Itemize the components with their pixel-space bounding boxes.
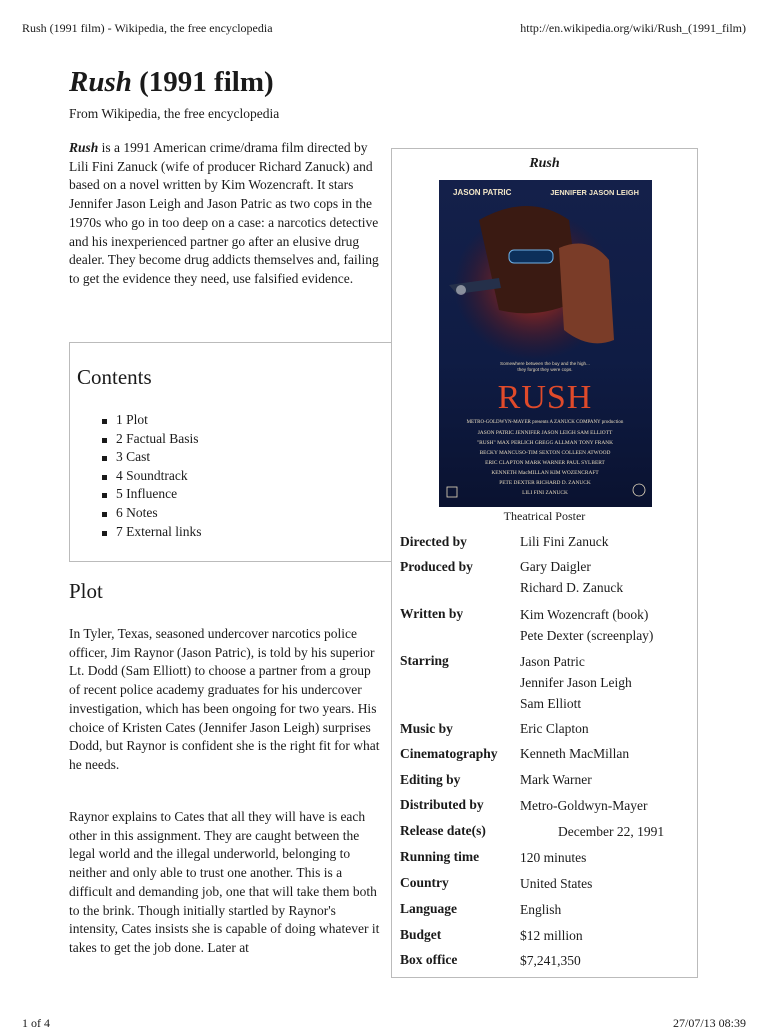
article-subtitle: From Wikipedia, the free encyclopedia [69,106,280,121]
plot-paragraph-2: Raynor explains to Cates that all they will have is each other in this assignment. They are caught between the legal world and the illegal underworld, belonging to neither and only able to trust one another. This is a difficult and demanding job, one that will take them both to the brink. Though initially startled by Raynor's intensity, Cates insists she is capable of doing whatever it takes to get the job done. Later at [69,809,380,955]
infobox-label-produced-by: Produced by [400,559,473,574]
infobox-value-language[interactable]: English [520,902,562,917]
poster-credit-2: JASON PATRIC JENNIFER JASON LEIGH SAM ELLIOTT [477,430,613,436]
poster-credit-3: "RUSH" MAX PERLICH GREGG ALLMAN TONY FRANK [476,440,614,446]
film-infobox [391,148,698,978]
poster-tagline-1: Somewhere between the buy and the high... [500,361,590,366]
poster-actor-left: JASON PATRIC [453,188,512,197]
article-title-italic: Rush [69,66,132,98]
infobox-value-directed-by[interactable]: Lili Fini Zanuck [520,534,609,549]
toc-item-influence[interactable]: 5 Influence [102,485,201,504]
infobox-label-editing-by: Editing by [400,772,461,787]
infobox-label-distributed-by: Distributed by [400,797,484,812]
toc-item-plot[interactable]: 1 Plot [102,411,201,430]
lead-paragraph [69,139,381,289]
infobox-value-editing-by[interactable]: Mark Warner [520,772,592,787]
poster-credit-7: PETE DEXTER RICHARD D. ZANUCK [499,480,591,486]
lead-text: is a 1991 American crime/drama film directed by Lili Fini Zanuck (wife of producer Richard Zanuck) and based on a novel written by Kim Wozencraft. It stars Jennifer Jason Leigh and Jason Patric as two cops in the 1970s who go in too deep on a case: a narcotics detective and his inexperienced partner go after an elusive drug dealer. They become drug addicts themselves and, failing to get the evidence they need, use falsified evidence. [69,140,379,286]
poster-credit-5: ERIC CLAPTON MARK WARNER PAUL SYLBERT [485,460,605,466]
infobox-label-country: Country [400,875,449,890]
article-title [69,66,274,99]
infobox-label-written-by: Written by [400,606,464,621]
theatrical-poster [439,180,652,507]
poster-sunglasses [509,250,553,263]
infobox-value-running-time: 120 minutes [520,850,587,865]
poster-credit-8: LILI FINI ZANUCK [522,490,568,496]
toc-item-factual-basis[interactable]: 2 Factual Basis [102,430,201,449]
poster-credit-6: KENNETH MacMILLAN KIM WOZENCRAFT [491,470,599,476]
infobox-value-box-office: $7,241,350 [520,953,581,968]
toc-item-soundtrack[interactable]: 4 Soundtrack [102,467,201,486]
lead-bold-title: Rush [69,140,99,155]
infobox-value-produced-by[interactable]: Gary Daigler Richard D. Zanuck [520,559,624,595]
toc-item-external-links[interactable]: 7 External links [102,523,201,542]
infobox-label-music-by: Music by [400,721,453,736]
infobox-value-music-by[interactable]: Eric Clapton [520,721,589,736]
table-of-contents [69,342,391,562]
infobox-label-cinematography: Cinematography [400,746,498,761]
infobox-value-budget: $12 million [520,928,583,943]
poster-credit-4: BECKY MANCUSO-TIM SEXTON COLLEEN ATWOOD [479,450,611,456]
infobox-value-distributed-by[interactable]: Metro-Goldwyn-Mayer [520,798,648,813]
print-header-title: Rush (1991 film) - Wikipedia, the free encyclopedia [22,21,273,35]
infobox-label-box-office: Box office [400,952,458,967]
infobox-value-release-date[interactable]: December 22, 1991 [558,824,665,839]
toc-item-cast[interactable]: 3 Cast [102,448,201,467]
poster-title: RUSH [497,379,593,416]
plot-paragraph-1: In Tyler, Texas, seasoned undercover narcotics police officer, Jim Raynor (Jason Patric), is told by his superior Lt. Dodd (Sam Elliott) to choose a partner from a group of recent police academy graduates for his undercover investigation, which has been ongoing for two years. His choice of Kristen Cates (Jennifer Jason Leigh) surprises Dodd, but Raynor is confident she is the right fit for what he needs. [69,626,380,772]
infobox-value-starring[interactable]: Jason Patric Jennifer Jason Leigh Sam Elliott [520,654,632,711]
plot-heading: Plot [69,579,103,603]
infobox-title: Rush [529,156,560,171]
infobox-value-country[interactable]: United States [520,876,593,891]
infobox-label-budget: Budget [400,927,442,942]
toc-title: Contents [77,365,152,389]
poster-actor-right: JENNIFER JASON LEIGH [550,188,639,197]
infobox-value-cinematography[interactable]: Kenneth MacMillan [520,746,630,761]
print-footer-page: 1 of 4 [22,1016,50,1030]
print-footer-datetime: 27/07/13 08:39 [672,1016,746,1030]
toc-item-notes[interactable]: 6 Notes [102,504,201,523]
infobox-label-starring: Starring [400,653,449,668]
infobox-label-directed-by: Directed by [400,534,467,549]
poster-muzzle-flash [456,285,466,295]
infobox-label-running-time: Running time [400,849,480,864]
infobox-label-language: Language [400,901,458,916]
article-title-rest: (1991 film) [131,66,274,98]
poster-credit-1: METRO-GOLDWYN-MAYER presents A ZANUCK COMPANY production [466,420,624,425]
infobox-label-release-date: Release date(s) [400,823,486,838]
poster-tagline-2: they forgot they were cops. [517,367,573,372]
toc-list [102,411,201,541]
poster-caption: Theatrical Poster [503,509,586,523]
infobox-value-written-by[interactable]: Kim Wozencraft (book) Pete Dexter (screenplay) [520,607,654,643]
poster-figure-woman [559,244,614,344]
print-header-url[interactable]: http://en.wikipedia.org/wiki/Rush_(1991_film) [520,21,746,35]
